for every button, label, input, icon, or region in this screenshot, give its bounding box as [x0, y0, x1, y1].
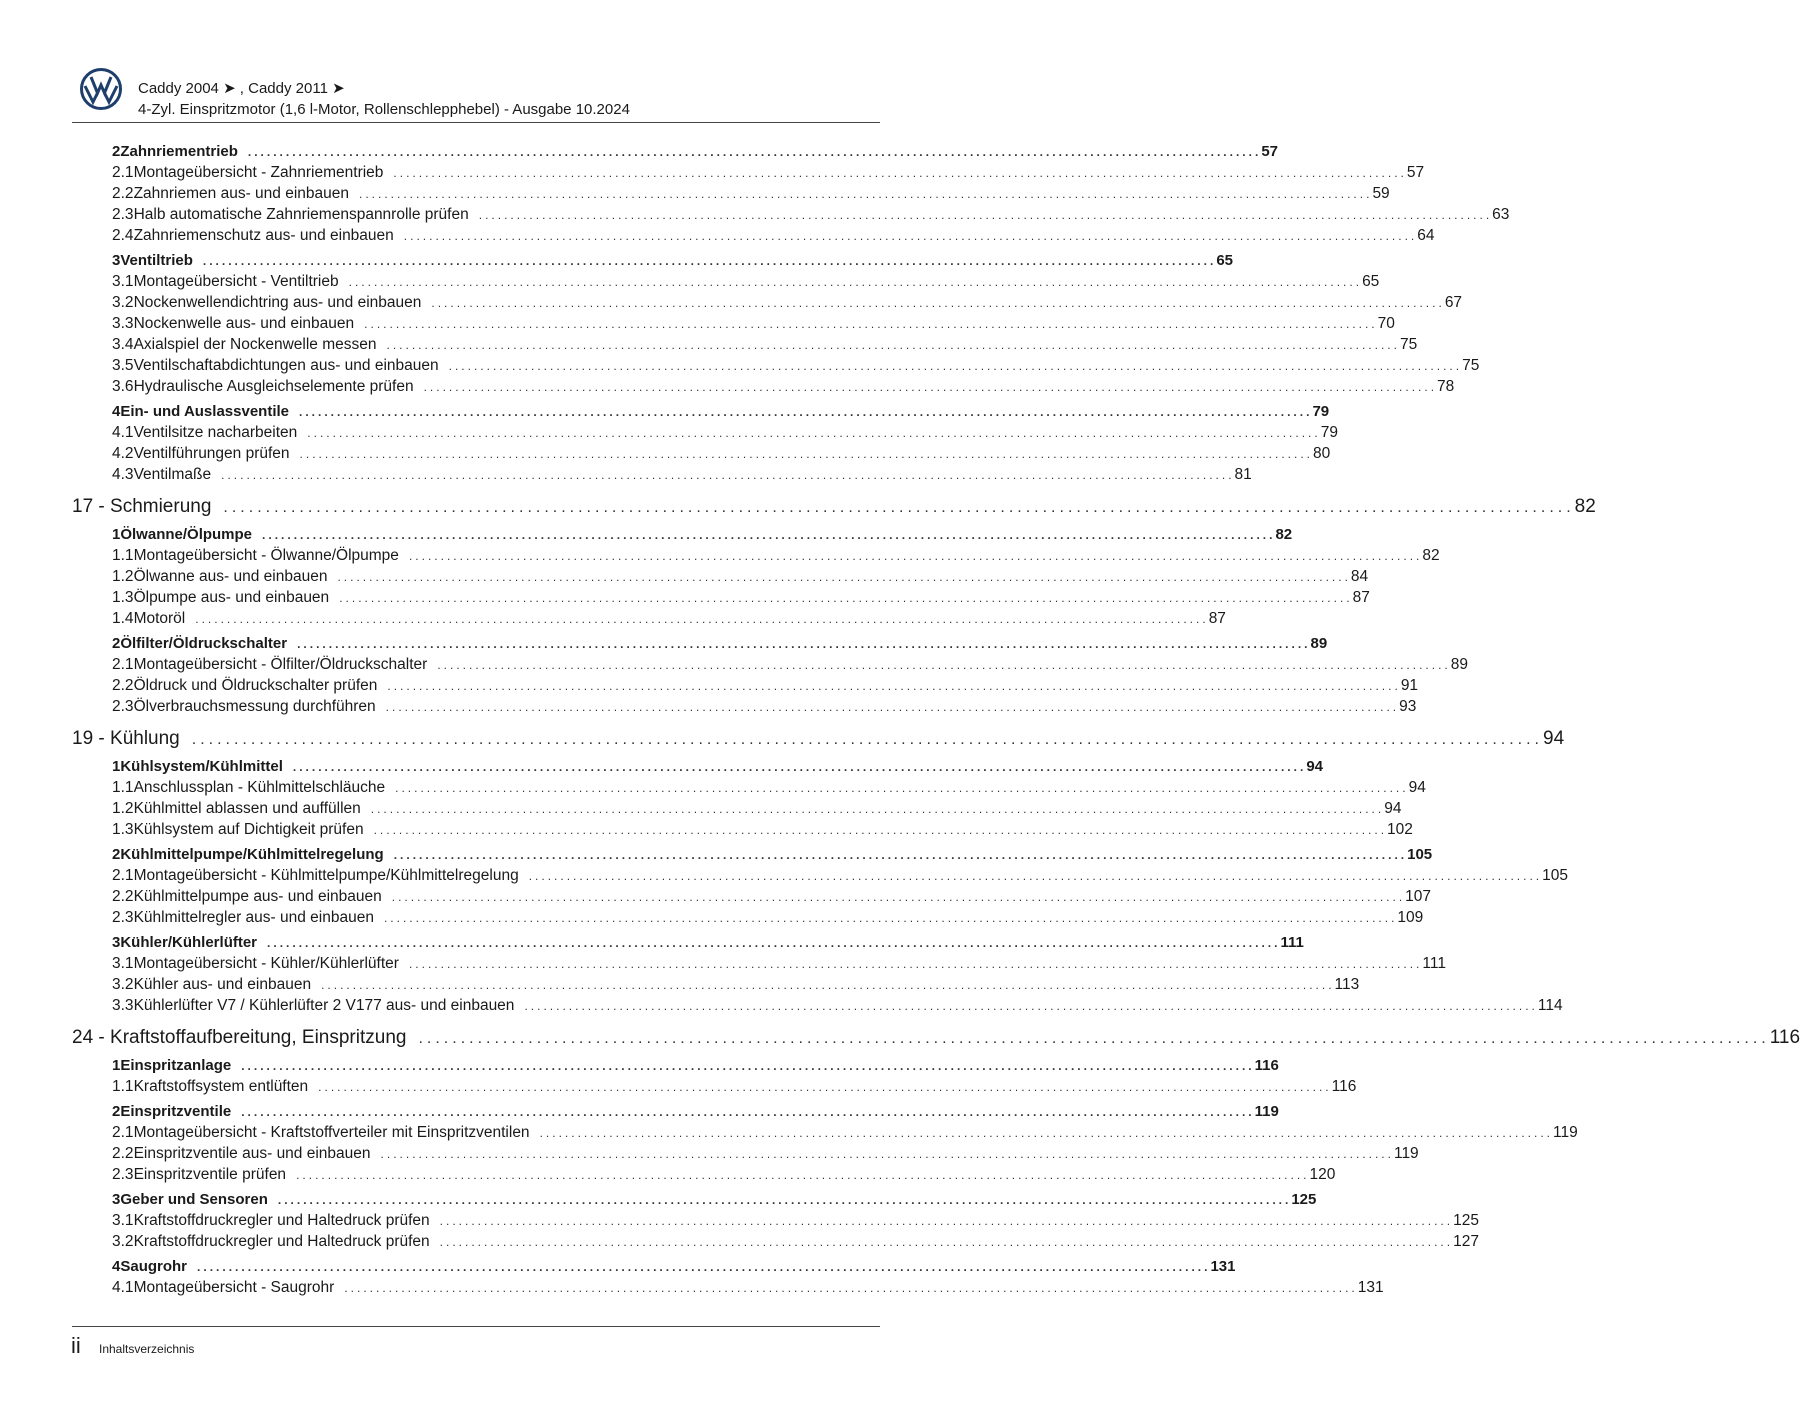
toc-number: 1: [112, 758, 121, 775]
toc-section-row[interactable]: [72, 403, 1330, 424]
toc-title: Nockenwelle aus- und einbauen: [133, 315, 355, 332]
toc-page-number: 59: [1372, 185, 1390, 202]
toc-section-row[interactable]: [72, 1057, 1279, 1078]
toc-section-row[interactable]: [72, 758, 1323, 779]
toc-page-number: 94: [1306, 758, 1323, 775]
toc-number: 2: [112, 143, 121, 160]
toc-title: Kühlmittelpumpe aus- und einbauen: [133, 888, 382, 905]
toc-title: Geber und Sensoren: [120, 1191, 268, 1208]
toc-subsection-row[interactable]: [72, 610, 1226, 631]
toc-subsection-row[interactable]: [72, 656, 1469, 677]
toc-subsection-row[interactable]: [72, 976, 1360, 997]
toc-leader-dots: ................................................................................................................................................................: [337, 570, 1351, 584]
toc-number: 4.3: [112, 466, 134, 483]
toc-leader-dots: ................................................................................................................................................................: [439, 1235, 1454, 1249]
toc-subsection-row[interactable]: [72, 1124, 1578, 1145]
toc-subsection-row[interactable]: [72, 424, 1338, 445]
toc-leader-dots: ................................................................................................................................................................: [344, 1281, 1358, 1295]
toc-page-number: 64: [1417, 227, 1435, 244]
toc-title: Kühlmittelregler aus- und einbauen: [133, 909, 374, 926]
toc-leader-dots: ................................................................................................................................................................: [359, 187, 1373, 201]
toc-page-number: 131: [1357, 1279, 1384, 1296]
toc-leader-dots: ................................................................................................................................................................: [380, 1147, 1394, 1161]
toc-title: Anschlussplan - Kühlmittelschläuche: [133, 779, 386, 796]
toc-subsection-row[interactable]: [72, 677, 1419, 698]
toc-title: Nockenwellendichtring aus- und einbauen: [133, 294, 422, 311]
toc-title: Saugrohr: [120, 1258, 188, 1275]
toc-title: Montageübersicht - Ölfilter/Öldruckschalter: [133, 656, 428, 673]
toc-leader-dots: ................................................................................................................................................................: [370, 802, 1385, 816]
toc-title: Einspritzventile aus- und einbauen: [133, 1145, 371, 1162]
toc-page-number: 127: [1453, 1233, 1479, 1250]
footer-page-number: ii: [71, 1333, 81, 1358]
toc-number: 1.2: [112, 800, 134, 817]
toc-number: 1.3: [112, 589, 134, 606]
toc-leader-dots: ................................................................................................................................................................: [393, 166, 1407, 180]
toc-leader-dots: ................................................................................................................................................................: [191, 731, 1543, 748]
toc-page-number: 81: [1234, 466, 1252, 483]
toc-number: 2.2: [112, 888, 134, 905]
toc-section-row[interactable]: [72, 635, 1328, 656]
toc-leader-dots: ................................................................................................................................................................: [423, 380, 1438, 394]
toc-title: Kühler aus- und einbauen: [133, 976, 312, 993]
toc-page-number: 94: [1408, 779, 1426, 796]
toc-leader-dots: ................................................................................................................................................................: [387, 679, 1401, 693]
toc-page-number: 89: [1310, 635, 1328, 652]
toc-title: Einspritzventile prüfen: [133, 1166, 287, 1183]
toc-title: Ein- und Auslassventile: [120, 403, 289, 420]
toc-number: 3.2: [112, 294, 134, 311]
toc-page-number: 131: [1210, 1258, 1236, 1275]
toc-page-number: 94: [1543, 728, 1565, 749]
toc-title: Axialspiel der Nockenwelle messen: [133, 336, 377, 353]
toc-number: 4.1: [112, 424, 134, 441]
toc-title: Montageübersicht - Kühlmittelpumpe/Kühlmittelregelung: [133, 867, 519, 884]
toc-page-number: 75: [1462, 357, 1480, 374]
toc-number: 2.3: [112, 698, 134, 715]
toc-title: Zahnriemenschutz aus- und einbauen: [133, 227, 394, 244]
toc-title: Ölfilter/Öldruckschalter: [120, 635, 288, 652]
toc-number: 3.3: [112, 997, 134, 1014]
toc-page-number: 119: [1393, 1145, 1419, 1162]
toc-number: 2: [112, 846, 121, 863]
toc-subsection-row[interactable]: [72, 206, 1510, 227]
toc-page-number: 82: [1574, 496, 1596, 517]
toc-title: Kühlerlüfter V7 / Kühlerlüfter 2 V177 aus- und einbauen: [133, 997, 515, 1014]
toc-number: 1: [112, 1057, 121, 1074]
toc-leader-dots: ................................................................................................................................................................: [383, 911, 1398, 925]
toc-leader-dots: ................................................................................................................................................................: [408, 957, 1423, 971]
toc-title: Hydraulische Ausgleichselemente prüfen: [133, 378, 414, 395]
toc-number: 2.2: [112, 677, 134, 694]
toc-number: 1.1: [112, 779, 134, 796]
toc-leader-dots: ................................................................................................................................................................: [262, 528, 1276, 542]
toc-leader-dots: ................................................................................................................................................................: [418, 1030, 1770, 1047]
toc-number: 3.5: [112, 357, 134, 374]
toc-title: Ölwanne aus- und einbauen: [133, 568, 328, 585]
toc-page-number: 113: [1334, 976, 1360, 993]
toc-title: Montageübersicht - Zahnriementrieb: [133, 164, 384, 181]
toc-section-row[interactable]: [72, 846, 1433, 867]
toc-page-number: 107: [1405, 888, 1432, 905]
toc-page-number: 80: [1312, 445, 1331, 462]
toc-subsection-row[interactable]: [72, 357, 1480, 378]
toc-title: Kühlsystem/Kühlmittel: [120, 758, 283, 775]
toc-title: 24 - Kraftstoffaufbereitung, Einspritzung: [72, 1027, 407, 1048]
footer-label: Inhaltsverzeichnis: [99, 1342, 195, 1356]
toc-title: Ventilmaße: [133, 466, 212, 483]
toc-subsection-row[interactable]: [72, 1078, 1357, 1099]
toc-leader-dots: ................................................................................................................................................................: [195, 612, 1209, 626]
toc-title: Montageübersicht - Saugrohr: [133, 1279, 335, 1296]
toc-page-number: 125: [1291, 1191, 1317, 1208]
toc-subsection-row[interactable]: [72, 1145, 1419, 1166]
footer-divider: [72, 1326, 880, 1327]
toc-leader-dots: ................................................................................................................................................................: [439, 1214, 1454, 1228]
toc-subsection-row[interactable]: [72, 589, 1370, 610]
toc-number: 2.1: [112, 164, 134, 181]
toc-page-number: 57: [1261, 143, 1278, 160]
toc-number: 1.2: [112, 568, 134, 585]
toc-leader-dots: ................................................................................................................................................................: [524, 999, 1538, 1013]
toc-subsection-row[interactable]: [72, 955, 1446, 976]
toc-leader-dots: ................................................................................................................................................................: [395, 781, 1409, 795]
toc-title: Montageübersicht - Ventiltrieb: [133, 273, 339, 290]
toc-page-number: 89: [1450, 656, 1469, 673]
toc-page-number: 105: [1542, 867, 1568, 884]
header-engine-line: 4-Zyl. Einspritzmotor (1,6 l-Motor, Rollenschlepphebel) - Ausgabe 10.2024: [138, 101, 630, 118]
toc-number: 1.4: [112, 610, 134, 627]
toc-subsection-row[interactable]: [72, 466, 1252, 487]
toc-leader-dots: ................................................................................................................................................................: [321, 978, 1335, 992]
toc-title: Kühlmittel ablassen und auffüllen: [133, 800, 361, 817]
toc-number: 3.1: [112, 955, 134, 972]
toc-subsection-row[interactable]: [72, 909, 1424, 930]
toc-title: Montageübersicht - Kühler/Kühlerlüfter: [133, 955, 399, 972]
toc-page-number: 109: [1397, 909, 1424, 926]
toc-page-number: 116: [1331, 1078, 1357, 1095]
toc-title: 19 - Kühlung: [72, 728, 180, 749]
toc-number: 2.2: [112, 1145, 134, 1162]
toc-subsection-row[interactable]: [72, 294, 1463, 315]
toc-leader-dots: ................................................................................................................................................................: [403, 229, 1418, 243]
toc-number: 4.1: [112, 1279, 134, 1296]
toc-subsection-row[interactable]: [72, 185, 1390, 206]
toc-number: 1.1: [112, 1078, 134, 1095]
toc-leader-dots: ................................................................................................................................................................: [393, 848, 1408, 862]
toc-title: Ventilsitze nacharbeiten: [133, 424, 298, 441]
toc-page-number: 116: [1769, 1027, 1800, 1048]
toc-number: 2.1: [112, 656, 134, 673]
toc-page-number: 78: [1437, 378, 1455, 395]
toc-title: Ventiltrieb: [120, 252, 193, 269]
toc-leader-dots: ................................................................................................................................................................: [431, 296, 1445, 310]
toc-section-row[interactable]: [72, 143, 1278, 164]
toc-leader-dots: ................................................................................................................................................................: [307, 426, 1321, 440]
toc-page-number: 79: [1320, 424, 1338, 441]
toc-title: Zahnriementrieb: [120, 143, 238, 160]
toc-subsection-row[interactable]: [72, 378, 1455, 399]
toc-page-number: 82: [1422, 547, 1440, 564]
toc-title: Kraftstoffsystem entlüften: [133, 1078, 309, 1095]
toc-leader-dots: ................................................................................................................................................................: [247, 145, 1262, 159]
toc-section-row[interactable]: [72, 252, 1233, 273]
toc-subsection-row[interactable]: [72, 547, 1440, 568]
toc-subsection-row[interactable]: [72, 1279, 1384, 1300]
toc-leader-dots: ................................................................................................................................................................: [267, 936, 1281, 950]
toc-number: 3.6: [112, 378, 134, 395]
toc-leader-dots: ................................................................................................................................................................: [197, 1260, 1211, 1274]
toc-page-number: 111: [1422, 955, 1446, 972]
toc-number: 3.2: [112, 1233, 134, 1250]
toc-title: Kühlsystem auf Dichtigkeit prüfen: [133, 821, 364, 838]
toc-subsection-row[interactable]: [72, 445, 1331, 466]
toc-subsection-row[interactable]: [72, 867, 1568, 888]
toc-leader-dots: ................................................................................................................................................................: [391, 890, 1406, 904]
toc-subsection-row[interactable]: [72, 1212, 1479, 1233]
toc-leader-dots: ................................................................................................................................................................: [364, 317, 1378, 331]
toc-leader-dots: ................................................................................................................................................................: [223, 499, 1575, 516]
toc-subsection-row[interactable]: [72, 1166, 1336, 1187]
toc-title: Öldruck und Öldruckschalter prüfen: [133, 677, 378, 694]
toc-page-number: 87: [1352, 589, 1370, 606]
toc-page-number: 114: [1537, 997, 1563, 1014]
toc-leader-dots: ................................................................................................................................................................: [297, 637, 1311, 651]
toc-leader-dots: ................................................................................................................................................................: [539, 1126, 1553, 1140]
toc-page-number: 79: [1312, 403, 1330, 420]
toc-leader-dots: ................................................................................................................................................................: [299, 447, 1313, 461]
toc-subsection-row[interactable]: [72, 336, 1418, 357]
toc-title: Einspritzventile: [120, 1103, 232, 1120]
toc-section-row[interactable]: [72, 934, 1304, 955]
toc-subsection-row[interactable]: [72, 227, 1435, 248]
toc-page-number: 125: [1453, 1212, 1479, 1229]
toc-chapter-row[interactable]: [72, 496, 1596, 522]
toc-leader-dots: ................................................................................................................................................................: [437, 658, 1451, 672]
toc-number: 3: [112, 934, 121, 951]
toc-page-number: 82: [1275, 526, 1293, 543]
toc-title: Ölwanne/Ölpumpe: [120, 526, 253, 543]
toc-title: Kühlmittelpumpe/Kühlmittelregelung: [120, 846, 384, 863]
toc-number: 2.1: [112, 867, 134, 884]
toc-page-number: 120: [1309, 1166, 1336, 1183]
toc-number: 1.3: [112, 821, 134, 838]
toc-leader-dots: ................................................................................................................................................................: [528, 869, 1543, 883]
toc-section-row[interactable]: [72, 1258, 1236, 1279]
toc-leader-dots: ................................................................................................................................................................: [277, 1193, 1292, 1207]
toc-title: Kühler/Kühlerlüfter: [120, 934, 258, 951]
toc-number: 3.1: [112, 1212, 134, 1229]
toc-section-row[interactable]: [72, 1103, 1279, 1124]
toc-number: 3.1: [112, 273, 134, 290]
toc-subsection-row[interactable]: [72, 888, 1432, 909]
toc-leader-dots: ................................................................................................................................................................: [221, 468, 1235, 482]
toc-page-number: 65: [1216, 252, 1233, 269]
toc-leader-dots: ................................................................................................................................................................: [299, 405, 1313, 419]
toc-number: 3: [112, 252, 121, 269]
toc-subsection-row[interactable]: [72, 698, 1417, 719]
header-model-line: Caddy 2004 ➤ , Caddy 2011 ➤: [138, 80, 345, 97]
toc-subsection-row[interactable]: [72, 315, 1395, 336]
toc-number: 4: [112, 1258, 121, 1275]
toc-page-number: 87: [1208, 610, 1226, 627]
toc-leader-dots: ................................................................................................................................................................: [408, 549, 1423, 563]
toc-subsection-row[interactable]: [72, 568, 1369, 589]
toc-subsection-row[interactable]: [72, 1233, 1479, 1254]
toc-number: 2.3: [112, 206, 134, 223]
toc-title: Ventilführungen prüfen: [133, 445, 290, 462]
toc-number: 1.1: [112, 547, 134, 564]
toc-leader-dots: ................................................................................................................................................................: [202, 254, 1217, 268]
header-divider: [72, 122, 880, 123]
toc-subsection-row[interactable]: [72, 997, 1563, 1018]
toc-number: 4: [112, 403, 121, 420]
toc-title: Einspritzanlage: [120, 1057, 232, 1074]
toc-leader-dots: ................................................................................................................................................................: [241, 1105, 1255, 1119]
toc-page-number: 105: [1407, 846, 1433, 863]
toc-page-number: 93: [1399, 698, 1417, 715]
toc-leader-dots: ................................................................................................................................................................: [292, 760, 1307, 774]
toc-title: Motoröl: [133, 610, 186, 627]
toc-page-number: 94: [1384, 800, 1402, 817]
toc-subsection-row[interactable]: [72, 164, 1425, 185]
toc-title: 17 - Schmierung: [72, 496, 212, 517]
toc-page-number: 65: [1362, 273, 1380, 290]
toc-number: 3.4: [112, 336, 134, 353]
toc-title: Ventilschaftabdichtungen aus- und einbauen: [133, 357, 439, 374]
toc-number: 2.3: [112, 1166, 134, 1183]
toc-page-number: 111: [1280, 934, 1304, 951]
toc-page-number: 75: [1399, 336, 1418, 353]
toc-chapter-row[interactable]: [72, 728, 1565, 754]
toc-leader-dots: ................................................................................................................................................................: [448, 359, 1463, 373]
toc-title: Ölverbrauchsmessung durchführen: [133, 698, 376, 715]
toc-subsection-row[interactable]: [72, 779, 1426, 800]
toc-leader-dots: ................................................................................................................................................................: [478, 208, 1493, 222]
toc-title: Kraftstoffdruckregler und Haltedruck prüfen: [133, 1212, 430, 1229]
toc-page-number: 84: [1350, 568, 1369, 585]
toc-page-number: 116: [1254, 1057, 1279, 1074]
toc-number: 2.2: [112, 185, 134, 202]
table-of-contents: [72, 143, 1800, 1300]
toc-leader-dots: ................................................................................................................................................................: [339, 591, 1353, 605]
toc-page-number: 119: [1553, 1124, 1578, 1141]
toc-number: 1: [112, 526, 121, 543]
toc-subsection-row[interactable]: [72, 821, 1413, 842]
toc-section-row[interactable]: [72, 1191, 1317, 1212]
toc-leader-dots: ................................................................................................................................................................: [348, 275, 1363, 289]
toc-page-number: 70: [1377, 315, 1395, 332]
toc-page-number: 67: [1444, 294, 1463, 311]
toc-number: 2.4: [112, 227, 134, 244]
toc-number: 4.2: [112, 445, 134, 462]
toc-page-number: 91: [1400, 677, 1419, 694]
toc-leader-dots: ................................................................................................................................................................: [318, 1080, 1332, 1094]
toc-leader-dots: ................................................................................................................................................................: [296, 1168, 1310, 1182]
toc-number: 2: [112, 635, 121, 652]
toc-subsection-row[interactable]: [72, 800, 1402, 821]
toc-page-number: 57: [1406, 164, 1425, 181]
toc-page-number: 119: [1254, 1103, 1279, 1120]
toc-title: Halb automatische Zahnriemenspannrolle prüfen: [133, 206, 469, 223]
toc-number: 2: [112, 1103, 121, 1120]
toc-leader-dots: ................................................................................................................................................................: [373, 823, 1388, 837]
toc-title: Montageübersicht - Kraftstoffverteiler mit Einspritzventilen: [133, 1124, 530, 1141]
toc-leader-dots: ................................................................................................................................................................: [385, 700, 1400, 714]
toc-leader-dots: ................................................................................................................................................................: [241, 1059, 1255, 1073]
toc-number: 2.1: [112, 1124, 134, 1141]
toc-page-number: 102: [1387, 821, 1413, 838]
toc-page-number: 63: [1492, 206, 1510, 223]
toc-leader-dots: ................................................................................................................................................................: [386, 338, 1400, 352]
toc-title: Zahnriemen aus- und einbauen: [133, 185, 349, 202]
vw-logo: [80, 68, 122, 110]
toc-section-row[interactable]: [72, 526, 1293, 547]
toc-title: Kraftstoffdruckregler und Haltedruck prüfen: [133, 1233, 430, 1250]
toc-number: 2.3: [112, 909, 134, 926]
toc-number: 3: [112, 1191, 121, 1208]
toc-number: 3.2: [112, 976, 134, 993]
toc-subsection-row[interactable]: [72, 273, 1380, 294]
toc-chapter-row[interactable]: [72, 1027, 1800, 1053]
toc-number: 3.3: [112, 315, 134, 332]
toc-title: Ölpumpe aus- und einbauen: [133, 589, 330, 606]
toc-title: Montageübersicht - Ölwanne/Ölpumpe: [133, 547, 399, 564]
